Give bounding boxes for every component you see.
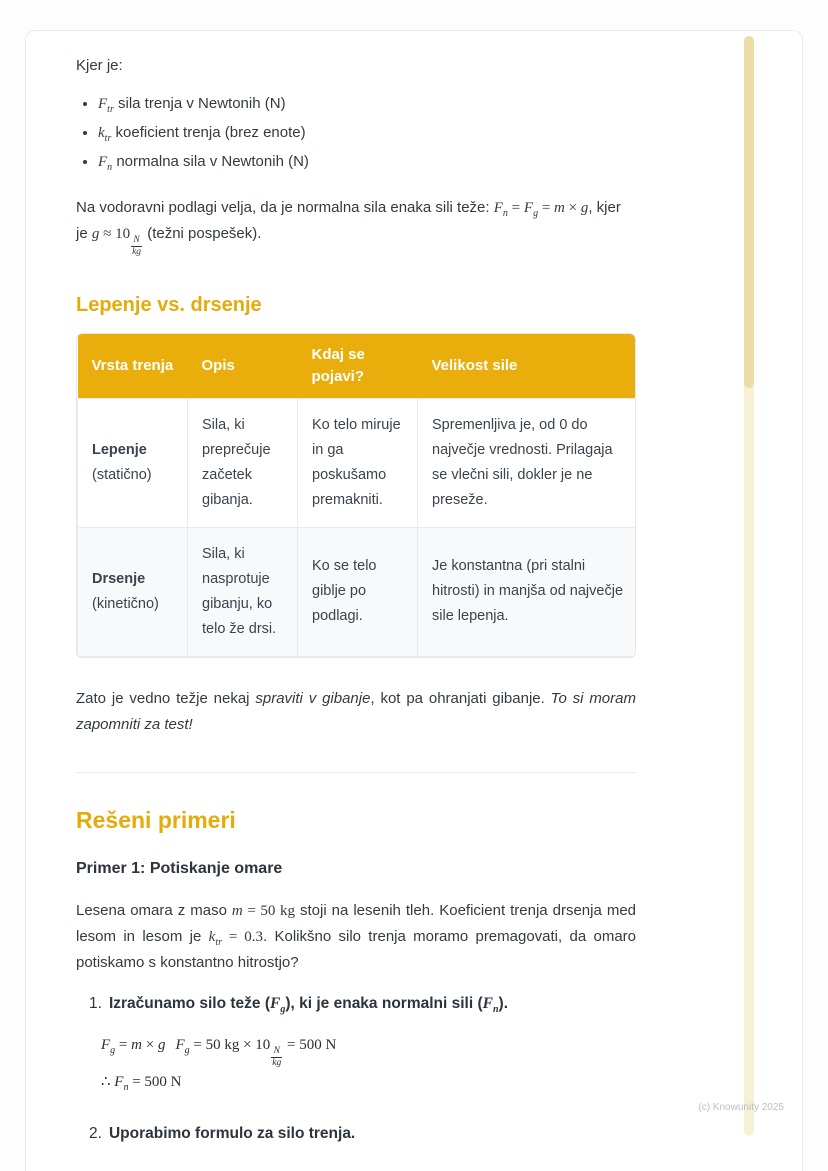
solution-steps — [89, 992, 636, 1146]
math-value: = 500 N — [283, 1036, 337, 1053]
math-var: g — [157, 1036, 166, 1053]
math-subscript: g — [280, 1003, 286, 1015]
definition-item-normal-force — [98, 151, 636, 173]
friction-type-name: Drsenje — [92, 570, 146, 587]
step-number: 2. — [89, 1124, 102, 1142]
math-subscript: tr — [107, 104, 114, 115]
cell-type — [78, 398, 188, 527]
math-value: = 50 kg × 10 — [189, 1036, 271, 1053]
math-subscript: tr — [104, 133, 112, 144]
text-segment: Zato je vedno težje nekaj — [76, 689, 256, 707]
cell-magnitude: Spremenljiva je, od 0 do največje vrednosti. Prilagaja se vlečni sili, dokler je ne preseže. — [418, 398, 637, 527]
friction-type-name: Lepenje — [92, 441, 147, 458]
fraction-denominator: kg — [272, 1057, 282, 1068]
math-value: = 0.3 — [221, 928, 263, 945]
cell-when: Ko se telo giblje po podlagi. — [298, 527, 418, 656]
math-subscript: n — [107, 162, 113, 173]
math-var: k — [208, 928, 216, 945]
definitions-list — [76, 93, 636, 173]
math-subscript: n — [502, 208, 508, 219]
column-header-description: Opis — [188, 334, 298, 399]
math-operator: × — [141, 1036, 158, 1053]
math-subscript: n — [123, 1081, 129, 1093]
math-subscript: g — [184, 1044, 190, 1056]
cell-type — [78, 527, 188, 656]
intro-lead-text: Kjer je: — [76, 57, 123, 74]
cell-description: Sila, ki preprečuje začetek gibanja. — [188, 398, 298, 527]
math-expression — [98, 154, 113, 173]
fraction-numerator: N — [133, 235, 140, 245]
friction-type-note: (kinetično) — [92, 595, 159, 612]
text-segment: ), ki je enaka normalni sili ( — [285, 994, 483, 1012]
math-var: F — [98, 154, 108, 170]
table-header-row — [78, 334, 637, 399]
text-segment: (težni pospešek). — [143, 225, 262, 242]
math-value: = 500 N — [128, 1073, 182, 1090]
math-var: F — [482, 994, 493, 1012]
math-expression — [91, 226, 143, 257]
document-page — [25, 30, 803, 1171]
math-subscript: g — [110, 1044, 116, 1056]
cell-magnitude: Je konstantna (pri stalni hitrosti) in manjša od največje sile lepenja. — [418, 527, 637, 656]
math-expression — [98, 96, 114, 115]
math-var: g — [91, 226, 100, 242]
math-operator: = — [115, 1036, 132, 1053]
step-heading — [89, 992, 636, 1016]
math-var: F — [523, 200, 534, 216]
cell-when: Ko telo miruje in ga poskušamo premakniti. — [298, 398, 418, 527]
math-var: F — [493, 200, 503, 216]
section-heading-friction-comparison: Lepenje vs. drsenje — [76, 293, 262, 316]
math-value: = 50 kg — [242, 902, 295, 919]
column-header-magnitude: Velikost sile — [418, 334, 637, 399]
math-operator: = — [507, 200, 524, 216]
definition-item-friction-coefficient — [98, 122, 636, 144]
calculation-line-1 — [101, 1032, 636, 1069]
column-header-type: Vrsta trenja — [78, 334, 188, 399]
definition-item-friction-force — [98, 93, 636, 115]
math-var: g — [580, 200, 589, 216]
column-header-when: Kdaj se pojavi? — [298, 334, 418, 399]
math-var: k — [98, 125, 105, 141]
cell-description: Sila, ki nasprotuje gibanju, ko telo že drsi. — [188, 527, 298, 656]
math-operator: = — [538, 200, 555, 216]
friction-table-wrapper — [76, 333, 636, 658]
math-subscript: n — [492, 1003, 499, 1015]
fraction — [131, 235, 142, 258]
text-segment: , kjer je — [76, 199, 621, 242]
text-segment: ). — [498, 994, 508, 1012]
math-operator: × — [564, 200, 581, 216]
math-var: m — [554, 200, 565, 216]
friction-comparison-table — [77, 334, 636, 657]
solution-step-2 — [89, 1122, 636, 1146]
scrollbar-track[interactable] — [744, 36, 754, 1136]
math-expression — [270, 994, 286, 1015]
definition-text: koeficient trenja (brez enote) — [111, 124, 306, 141]
example-1-title: Primer 1: Potiskanje omare — [76, 859, 283, 877]
calculation-block — [101, 1032, 636, 1096]
math-var: m — [231, 902, 243, 919]
takeaway-paragraph — [76, 686, 636, 738]
math-var: m — [131, 1036, 142, 1053]
section-divider — [76, 772, 636, 773]
math-subscript: g — [533, 208, 539, 219]
fraction — [271, 1046, 282, 1069]
math-var: F — [270, 994, 281, 1012]
text-segment: Uporabimo formulo za silo trenja. — [108, 1124, 356, 1142]
math-expression — [493, 200, 589, 219]
problem-statement — [76, 898, 636, 976]
emphasized-text: spraviti v gibanje — [255, 689, 371, 707]
math-expression — [98, 125, 112, 144]
friction-type-note: (statično) — [92, 466, 152, 483]
math-var: F — [101, 1036, 111, 1053]
math-operator: ≈ 10 — [99, 226, 131, 242]
text-segment: Izračunamo silo teže ( — [108, 994, 271, 1012]
solution-step-1 — [89, 992, 636, 1096]
table-row-kinetic-friction — [78, 527, 637, 656]
math-expression — [208, 928, 263, 948]
math-var: F — [98, 96, 108, 112]
scrollbar-thumb[interactable] — [744, 36, 754, 388]
content-column — [76, 55, 636, 1152]
normal-force-paragraph — [76, 195, 636, 258]
math-var: F — [114, 1073, 124, 1090]
step-number: 1. — [89, 994, 102, 1012]
definition-text: sila trenja v Newtonih (N) — [113, 95, 286, 112]
calculation-line-2 — [101, 1069, 636, 1096]
text-segment: Lesena omara z maso — [76, 901, 232, 919]
math-expression — [232, 903, 295, 919]
fraction-numerator: N — [273, 1045, 280, 1056]
emphasized-text: To si moram zapomniti za test! — [76, 689, 636, 733]
text-segment: Na vodoravni podlagi velja, da je normalna sila enaka sili teže: — [76, 199, 494, 216]
step-title — [109, 1122, 355, 1146]
therefore-symbol: ∴ — [101, 1073, 115, 1090]
fraction-denominator: kg — [132, 246, 142, 257]
text-segment: stoji na lesenih tleh. Koeficient trenja drsenja med lesom in lesom je — [76, 901, 637, 945]
text-segment: , kot pa ohranjati gibanje. — [370, 689, 551, 707]
definition-text: normalna sila v Newtonih (N) — [112, 153, 309, 170]
math-var: F — [175, 1036, 185, 1053]
copyright-credit: (c) Knowunity 2025 — [698, 1102, 784, 1113]
math-expression — [482, 994, 499, 1015]
section-heading-solved-examples: Rešeni primeri — [76, 806, 236, 833]
step-title — [109, 992, 508, 1016]
step-heading — [89, 1122, 636, 1146]
text-segment: . Kolikšno silo trenja moramo premagovati, da omaro potiskamo s konstantno hitrostjo? — [76, 927, 637, 971]
math-subscript: tr — [215, 936, 222, 948]
table-row-static-friction — [78, 398, 637, 527]
